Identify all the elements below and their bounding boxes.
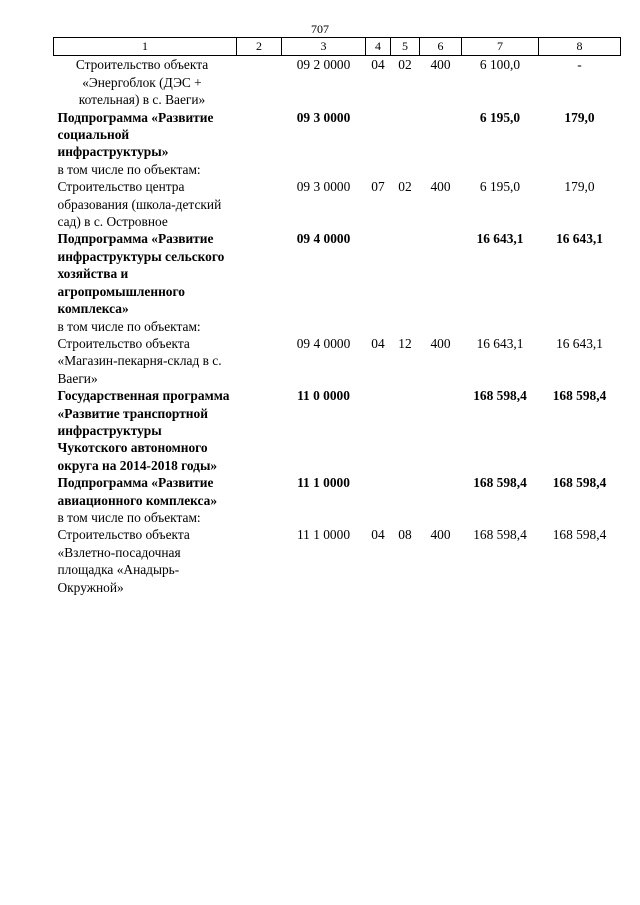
row-value-cell — [366, 387, 391, 474]
column-header: 7 — [462, 38, 539, 56]
row-value-cell — [420, 109, 462, 161]
table-row — [54, 335, 621, 387]
row-name-cell: в том числе по объектам: — [57, 509, 201, 525]
row-value-cell — [366, 509, 391, 526]
row-value-cell — [462, 161, 539, 178]
row-value-cell — [391, 230, 420, 317]
table-row — [54, 178, 621, 230]
row-value-cell — [366, 230, 391, 317]
row-value-cell: 09 4 0000 — [296, 231, 351, 247]
row-value-cell: 04 — [371, 527, 385, 543]
row-value-cell: 168 598,4 — [473, 475, 527, 491]
row-name-cell: Подпрограмма «Развитие социальной инфраструктуры» — [57, 109, 214, 160]
row-value-cell — [391, 387, 420, 474]
row-value-cell: 09 3 0000 — [296, 109, 351, 125]
row-name-cell: Подпрограмма «Развитие инфраструктуры сельского хозяйства и агропромышленного комплекса» — [57, 231, 225, 317]
row-value-cell: 400 — [430, 57, 451, 73]
table-body — [54, 56, 621, 596]
row-value-cell — [237, 335, 282, 387]
row-value-cell — [420, 387, 462, 474]
row-value-cell: 11 0 0000 — [297, 388, 350, 404]
row-value-cell — [237, 474, 282, 509]
row-value-cell — [391, 474, 420, 509]
row-value-cell: 168 598,4 — [473, 527, 527, 543]
row-value-cell: 400 — [430, 179, 451, 195]
row-value-cell: 11 1 0000 — [296, 527, 351, 543]
row-value-cell: - — [577, 57, 582, 73]
row-value-cell — [539, 509, 621, 526]
row-value-cell: 168 598,4 — [552, 527, 607, 543]
row-value-cell — [539, 318, 621, 335]
row-value-cell — [391, 109, 420, 161]
row-value-cell — [237, 178, 282, 230]
row-value-cell — [539, 161, 621, 178]
table-row — [54, 109, 621, 161]
row-value-cell: 179,0 — [564, 109, 595, 125]
table-row — [54, 318, 621, 335]
column-header: 8 — [539, 38, 621, 56]
row-value-cell — [237, 161, 282, 178]
table-row — [54, 474, 621, 509]
row-value-cell: 04 — [371, 57, 385, 73]
row-value-cell — [420, 509, 462, 526]
row-value-cell: 12 — [398, 335, 412, 351]
row-value-cell — [462, 318, 539, 335]
row-value-cell: 02 — [398, 179, 412, 195]
row-value-cell — [420, 318, 462, 335]
table-row — [54, 526, 621, 596]
table-row — [54, 230, 621, 317]
row-value-cell — [366, 474, 391, 509]
column-header: 4 — [366, 38, 391, 56]
row-value-cell: 168 598,4 — [473, 388, 527, 404]
row-value-cell — [282, 318, 366, 335]
row-value-cell — [237, 109, 282, 161]
row-value-cell — [282, 161, 366, 178]
row-value-cell: 09 4 0000 — [296, 335, 351, 351]
row-value-cell — [237, 526, 282, 596]
row-name-cell: Строительство центра образования (школа-детский сад) в с. Островное — [57, 179, 222, 230]
row-value-cell: 02 — [398, 57, 412, 73]
column-header: 2 — [237, 38, 282, 56]
row-value-cell — [237, 56, 282, 109]
row-value-cell — [391, 318, 420, 335]
table-row — [54, 509, 621, 526]
row-value-cell: 16 643,1 — [476, 335, 524, 351]
row-value-cell — [366, 161, 391, 178]
row-value-cell: 400 — [430, 335, 451, 351]
row-value-cell: 16 643,1 — [556, 335, 603, 351]
row-value-cell: 179,0 — [564, 179, 595, 195]
row-name-cell: Государственная программа «Развитие транспортной инфраструктуры Чукотского автономного округа на 2014-2018 годы» — [57, 388, 230, 473]
row-value-cell: 11 1 0000 — [297, 475, 350, 491]
row-name-cell: в том числе по объектам: — [57, 161, 201, 177]
row-value-cell — [391, 161, 420, 178]
row-value-cell — [366, 109, 391, 161]
column-header-row — [54, 38, 621, 56]
row-value-cell — [237, 509, 282, 526]
row-value-cell — [237, 318, 282, 335]
row-value-cell: 6 195,0 — [479, 109, 521, 125]
row-value-cell: 168 598,4 — [552, 388, 607, 404]
row-value-cell: 168 598,4 — [552, 475, 607, 491]
row-value-cell: 6 100,0 — [479, 57, 521, 73]
row-value-cell: 16 643,1 — [476, 231, 524, 247]
page-number: 707 — [311, 22, 329, 36]
row-value-cell — [282, 509, 366, 526]
column-header: 5 — [391, 38, 420, 56]
row-value-cell — [420, 161, 462, 178]
row-name-cell: Подпрограмма «Развитие авиационного комплекса» — [57, 475, 218, 508]
table-row — [54, 387, 621, 474]
row-value-cell — [366, 318, 391, 335]
row-value-cell — [420, 230, 462, 317]
column-header: 6 — [420, 38, 462, 56]
row-value-cell — [237, 387, 282, 474]
row-value-cell — [420, 474, 462, 509]
row-value-cell: 09 3 0000 — [296, 179, 351, 195]
row-name-cell: Строительство объекта «Магазин-пекарня-склад в с. Ваеги» — [57, 335, 222, 386]
column-header: 1 — [54, 38, 237, 56]
row-value-cell — [391, 509, 420, 526]
table-row — [54, 161, 621, 178]
row-name-cell: Строительство объекта «Взлетно-посадочная площадка «Анадырь-Окружной» — [57, 527, 190, 595]
table-row — [54, 56, 621, 109]
row-value-cell — [462, 509, 539, 526]
row-value-cell: 07 — [371, 179, 385, 195]
row-value-cell: 16 643,1 — [556, 231, 603, 247]
row-value-cell: 04 — [371, 335, 385, 351]
budget-table — [53, 37, 621, 596]
row-value-cell — [237, 230, 282, 317]
row-value-cell: 09 2 0000 — [296, 57, 351, 73]
column-header: 3 — [282, 38, 366, 56]
row-name-cell: Строительство объекта «Энергоблок (ДЭС + котельная) в с. Ваеги» — [75, 57, 209, 108]
row-value-cell: 400 — [430, 527, 451, 543]
row-name-cell: в том числе по объектам: — [57, 318, 201, 334]
row-value-cell: 08 — [398, 527, 412, 543]
row-value-cell: 6 195,0 — [479, 179, 521, 195]
